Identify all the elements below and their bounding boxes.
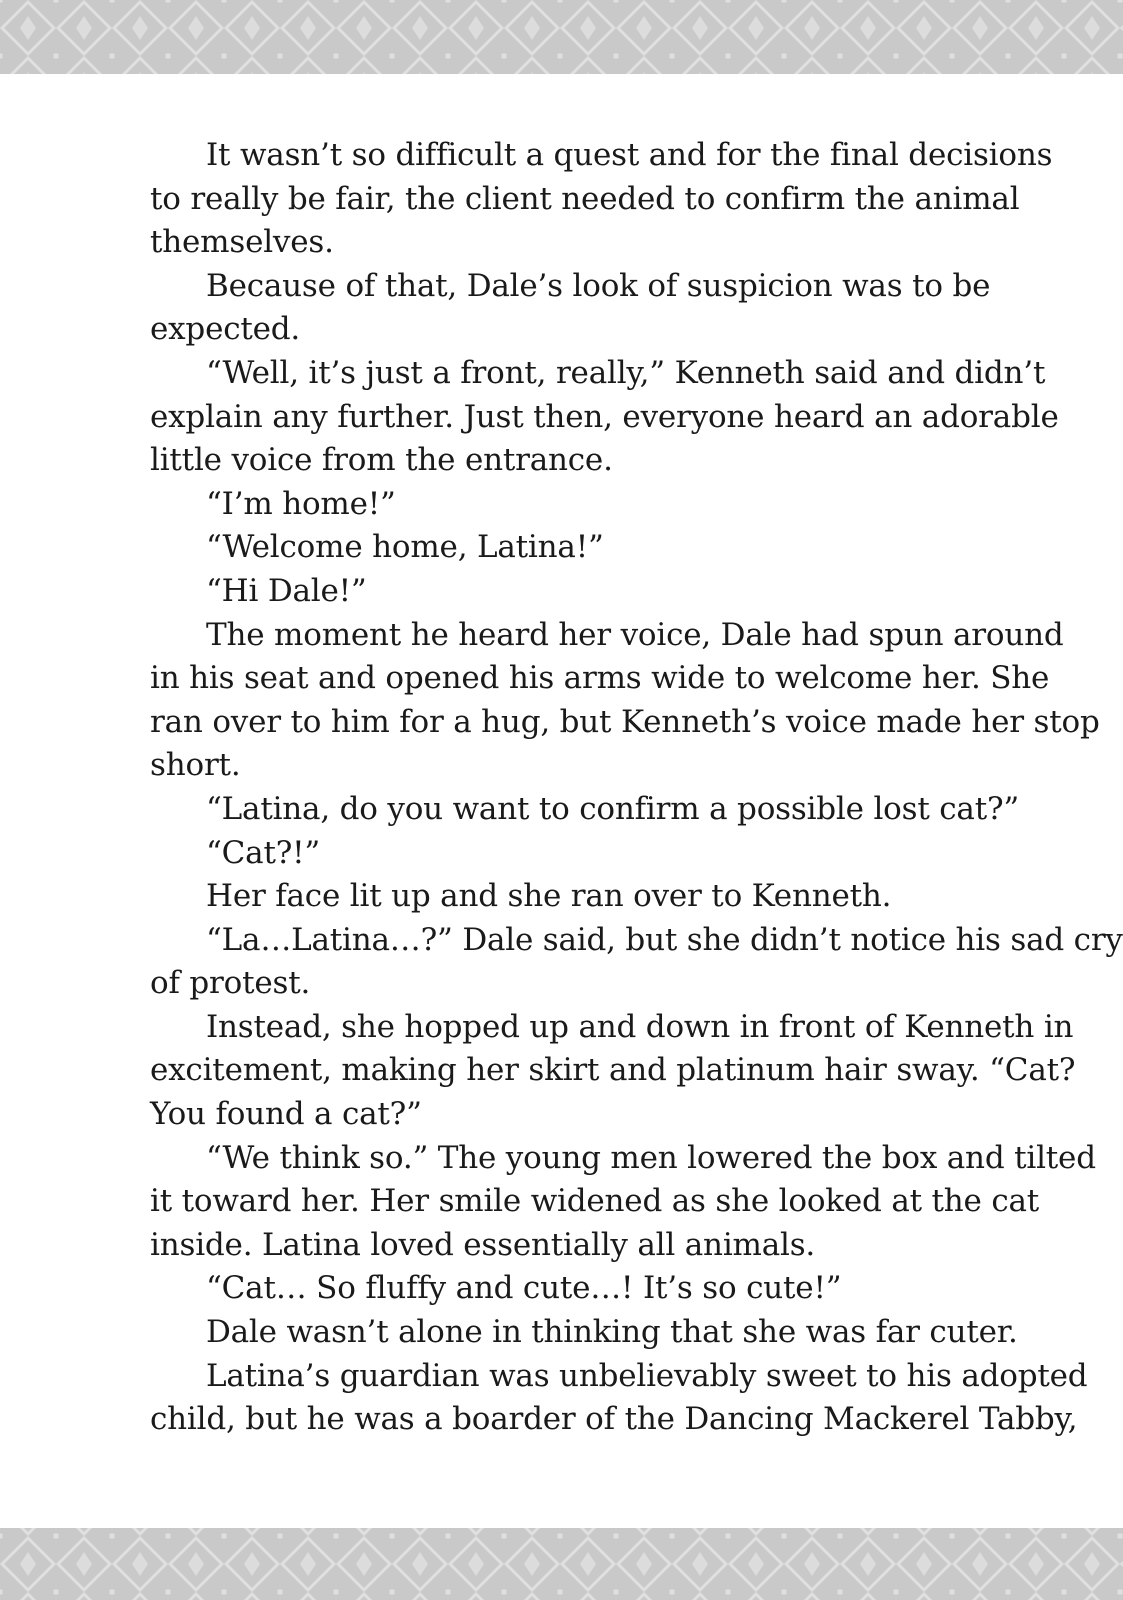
text-line: Dale wasn’t alone in thinking that she was far cuter.: [206, 1314, 1018, 1351]
text-line: “We think so.” The young men lowered the box and tilted: [206, 1139, 1096, 1176]
text-line: Instead, she hopped up and down in front of Kenneth in: [206, 1008, 1074, 1045]
text-line: excitement, making her skirt and platinum hair sway. “Cat?: [150, 1052, 1076, 1089]
text-line: The moment he heard her voice, Dale had spun around: [206, 616, 1064, 653]
text-line: “I’m home!”: [206, 485, 396, 522]
text-line: it toward her. Her smile widened as she looked at the cat: [150, 1183, 1040, 1220]
text-line: Latina’s guardian was unbelievably sweet to his adopted: [206, 1357, 1088, 1394]
body-text: [150, 134, 1123, 1442]
text-line: “Cat… So fluffy and cute…! It’s so cute!”: [206, 1270, 842, 1307]
text-line: expected.: [150, 311, 301, 348]
text-line: “La…Latina…?” Dale said, but she didn’t notice his sad cry: [206, 921, 1123, 958]
text-line: short.: [150, 747, 241, 784]
text-line: It wasn’t so difficult a quest and for the final decisions: [206, 137, 1053, 173]
text-line: “Well, it’s just a front, really,” Kenneth said and didn’t: [206, 354, 1046, 391]
text-line: themselves.: [150, 224, 334, 261]
text-line: in his seat and opened his arms wide to welcome her. She: [150, 660, 1050, 697]
top-decorative-border: [0, 0, 1123, 74]
text-line: ran over to him for a hug, but Kenneth’s voice made her stop: [150, 703, 1100, 740]
text-line: inside. Latina loved essentially all animals.: [150, 1226, 816, 1263]
text-line: child, but he was a boarder of the Dancing Mackerel Tabby,: [150, 1401, 1078, 1438]
text-line: explain any further. Just then, everyone heard an adorable: [150, 398, 1059, 435]
text-line: “Cat?!”: [206, 834, 321, 871]
text-line: to really be fair, the client needed to confirm the animal: [150, 180, 1020, 217]
text-line: “Welcome home, Latina!”: [206, 529, 604, 566]
text-line: Her face lit up and she ran over to Kenneth.: [206, 878, 892, 915]
text-line: little voice from the entrance.: [150, 442, 613, 479]
text-line: Because of that, Dale’s look of suspicion was to be: [206, 267, 991, 304]
text-line: “Latina, do you want to confirm a possible lost cat?”: [206, 790, 1020, 827]
bottom-decorative-border: [0, 1528, 1123, 1600]
text-line: of protest.: [150, 965, 311, 1002]
text-line: “Hi Dale!”: [206, 572, 367, 609]
text-line: You found a cat?”: [150, 1096, 422, 1133]
